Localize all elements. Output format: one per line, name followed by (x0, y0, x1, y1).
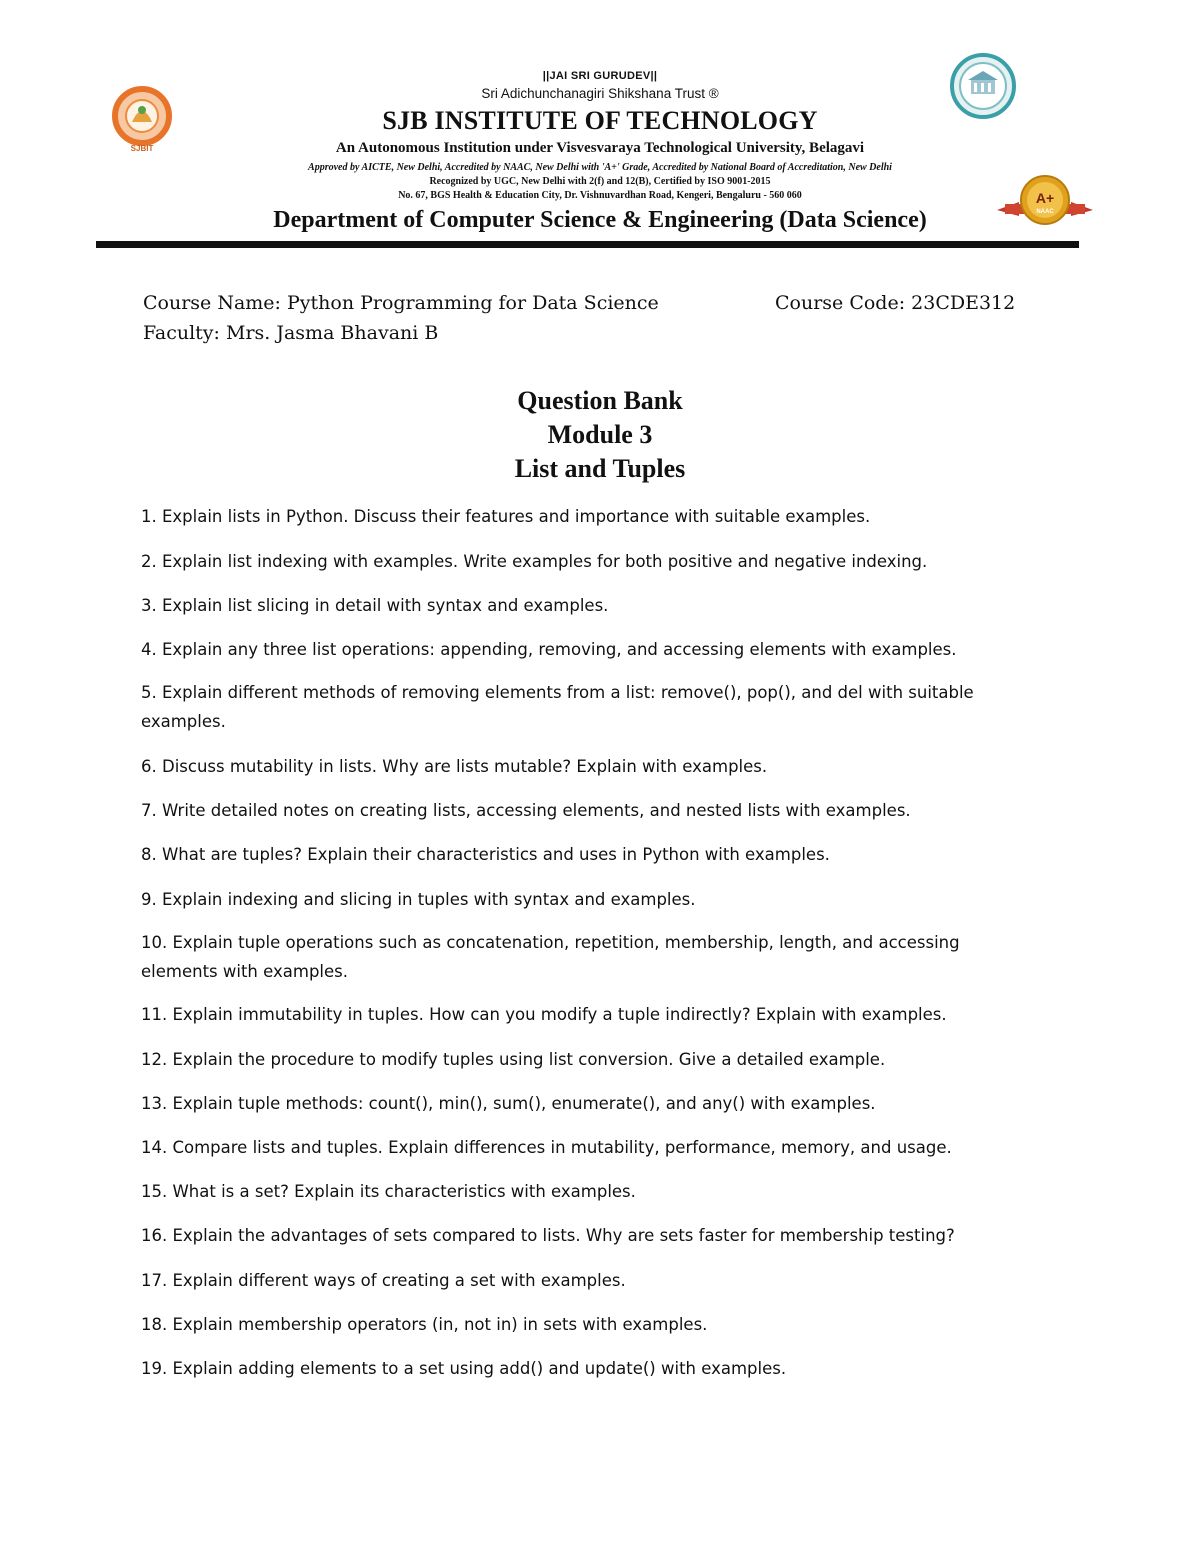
header-divider (96, 241, 1079, 248)
question-item: 19. Explain adding elements to a set using add() and update() with examples. (141, 1359, 787, 1378)
course-name: Course Name: Python Programming for Data Science (143, 292, 659, 314)
question-item: 13. Explain tuple methods: count(), min(), sum(), enumerate(), and any() with examples. (141, 1094, 876, 1113)
document-title: Question Bank (517, 386, 683, 415)
address-line: No. 67, BGS Health & Education City, Dr. Vishnuvardhan Road, Kengeri, Bengaluru - 560 060 (398, 190, 802, 201)
trust-name: Sri Adichunchanagiri Shikshana Trust ® (481, 86, 719, 101)
question-item: 4. Explain any three list operations: appending, removing, and accessing elements with examples. (141, 640, 957, 659)
question-item: 12. Explain the procedure to modify tuples using list conversion. Give a detailed example. (141, 1050, 886, 1069)
recognition-line: Recognized by UGC, New Delhi with 2(f) and 12(B), Certified by ISO 9001-2015 (429, 176, 771, 187)
question-item: 2. Explain list indexing with examples. Write examples for both positive and negative indexing. (141, 552, 928, 571)
question-item: 15. What is a set? Explain its characteristics with examples. (141, 1182, 636, 1201)
question-item: 7. Write detailed notes on creating lists, accessing elements, and nested lists with examples. (141, 801, 911, 820)
faculty-name: Faculty: Mrs. Jasma Bhavani B (143, 322, 439, 344)
question-item: 17. Explain different ways of creating a set with examples. (141, 1271, 626, 1290)
sjbit-logo-text: SJBIT (130, 144, 154, 153)
approval-line: Approved by AICTE, New Delhi, Accredited by NAAC, New Delhi with 'A+' Grade, Accredited by National Board of Accreditation, New Delhi (308, 162, 892, 173)
naac-label: NAAC (1036, 209, 1054, 215)
department-name: Department of Computer Science & Engineering (Data Science) (273, 207, 927, 233)
autonomous-line: An Autonomous Institution under Visvesvaraya Technological University, Belagavi (335, 140, 865, 156)
question-item: 14. Compare lists and tuples. Explain differences in mutability, performance, memory, and usage. (141, 1138, 952, 1157)
question-item: 10. Explain tuple operations such as concatenation, repetition, membership, length, and accessing elements with examples. (141, 933, 960, 981)
question-item: 18. Explain membership operators (in, not in) in sets with examples. (141, 1315, 708, 1334)
question-item: 1. Explain lists in Python. Discuss their features and importance with suitable examples. (141, 507, 871, 526)
question-item: 16. Explain the advantages of sets compared to lists. Why are sets faster for membership testing? (141, 1226, 955, 1245)
question-item: 6. Discuss mutability in lists. Why are lists mutable? Explain with examples. (141, 757, 768, 776)
motto: ||JAI SRI GURUDEV|| (542, 70, 658, 82)
question-item: 11. Explain immutability in tuples. How can you modify a tuple indirectly? Explain with examples. (141, 1005, 947, 1024)
question-item: 3. Explain list slicing in detail with syntax and examples. (141, 596, 609, 615)
module-title: Module 3 (547, 420, 653, 449)
question-item: 8. What are tuples? Explain their characteristics and uses in Python with examples. (141, 845, 830, 864)
institute-name: SJB INSTITUTE OF TECHNOLOGY (382, 106, 818, 135)
question-item: 9. Explain indexing and slicing in tuples with syntax and examples. (141, 890, 696, 909)
naac-grade: A+ (1035, 190, 1055, 206)
question-item: 5. Explain different methods of removing elements from a list: remove(), pop(), and del with suitable examples. (141, 683, 974, 731)
topic-title: List and Tuples (514, 454, 686, 483)
course-code: Course Code: 23CDE312 (775, 292, 1016, 314)
